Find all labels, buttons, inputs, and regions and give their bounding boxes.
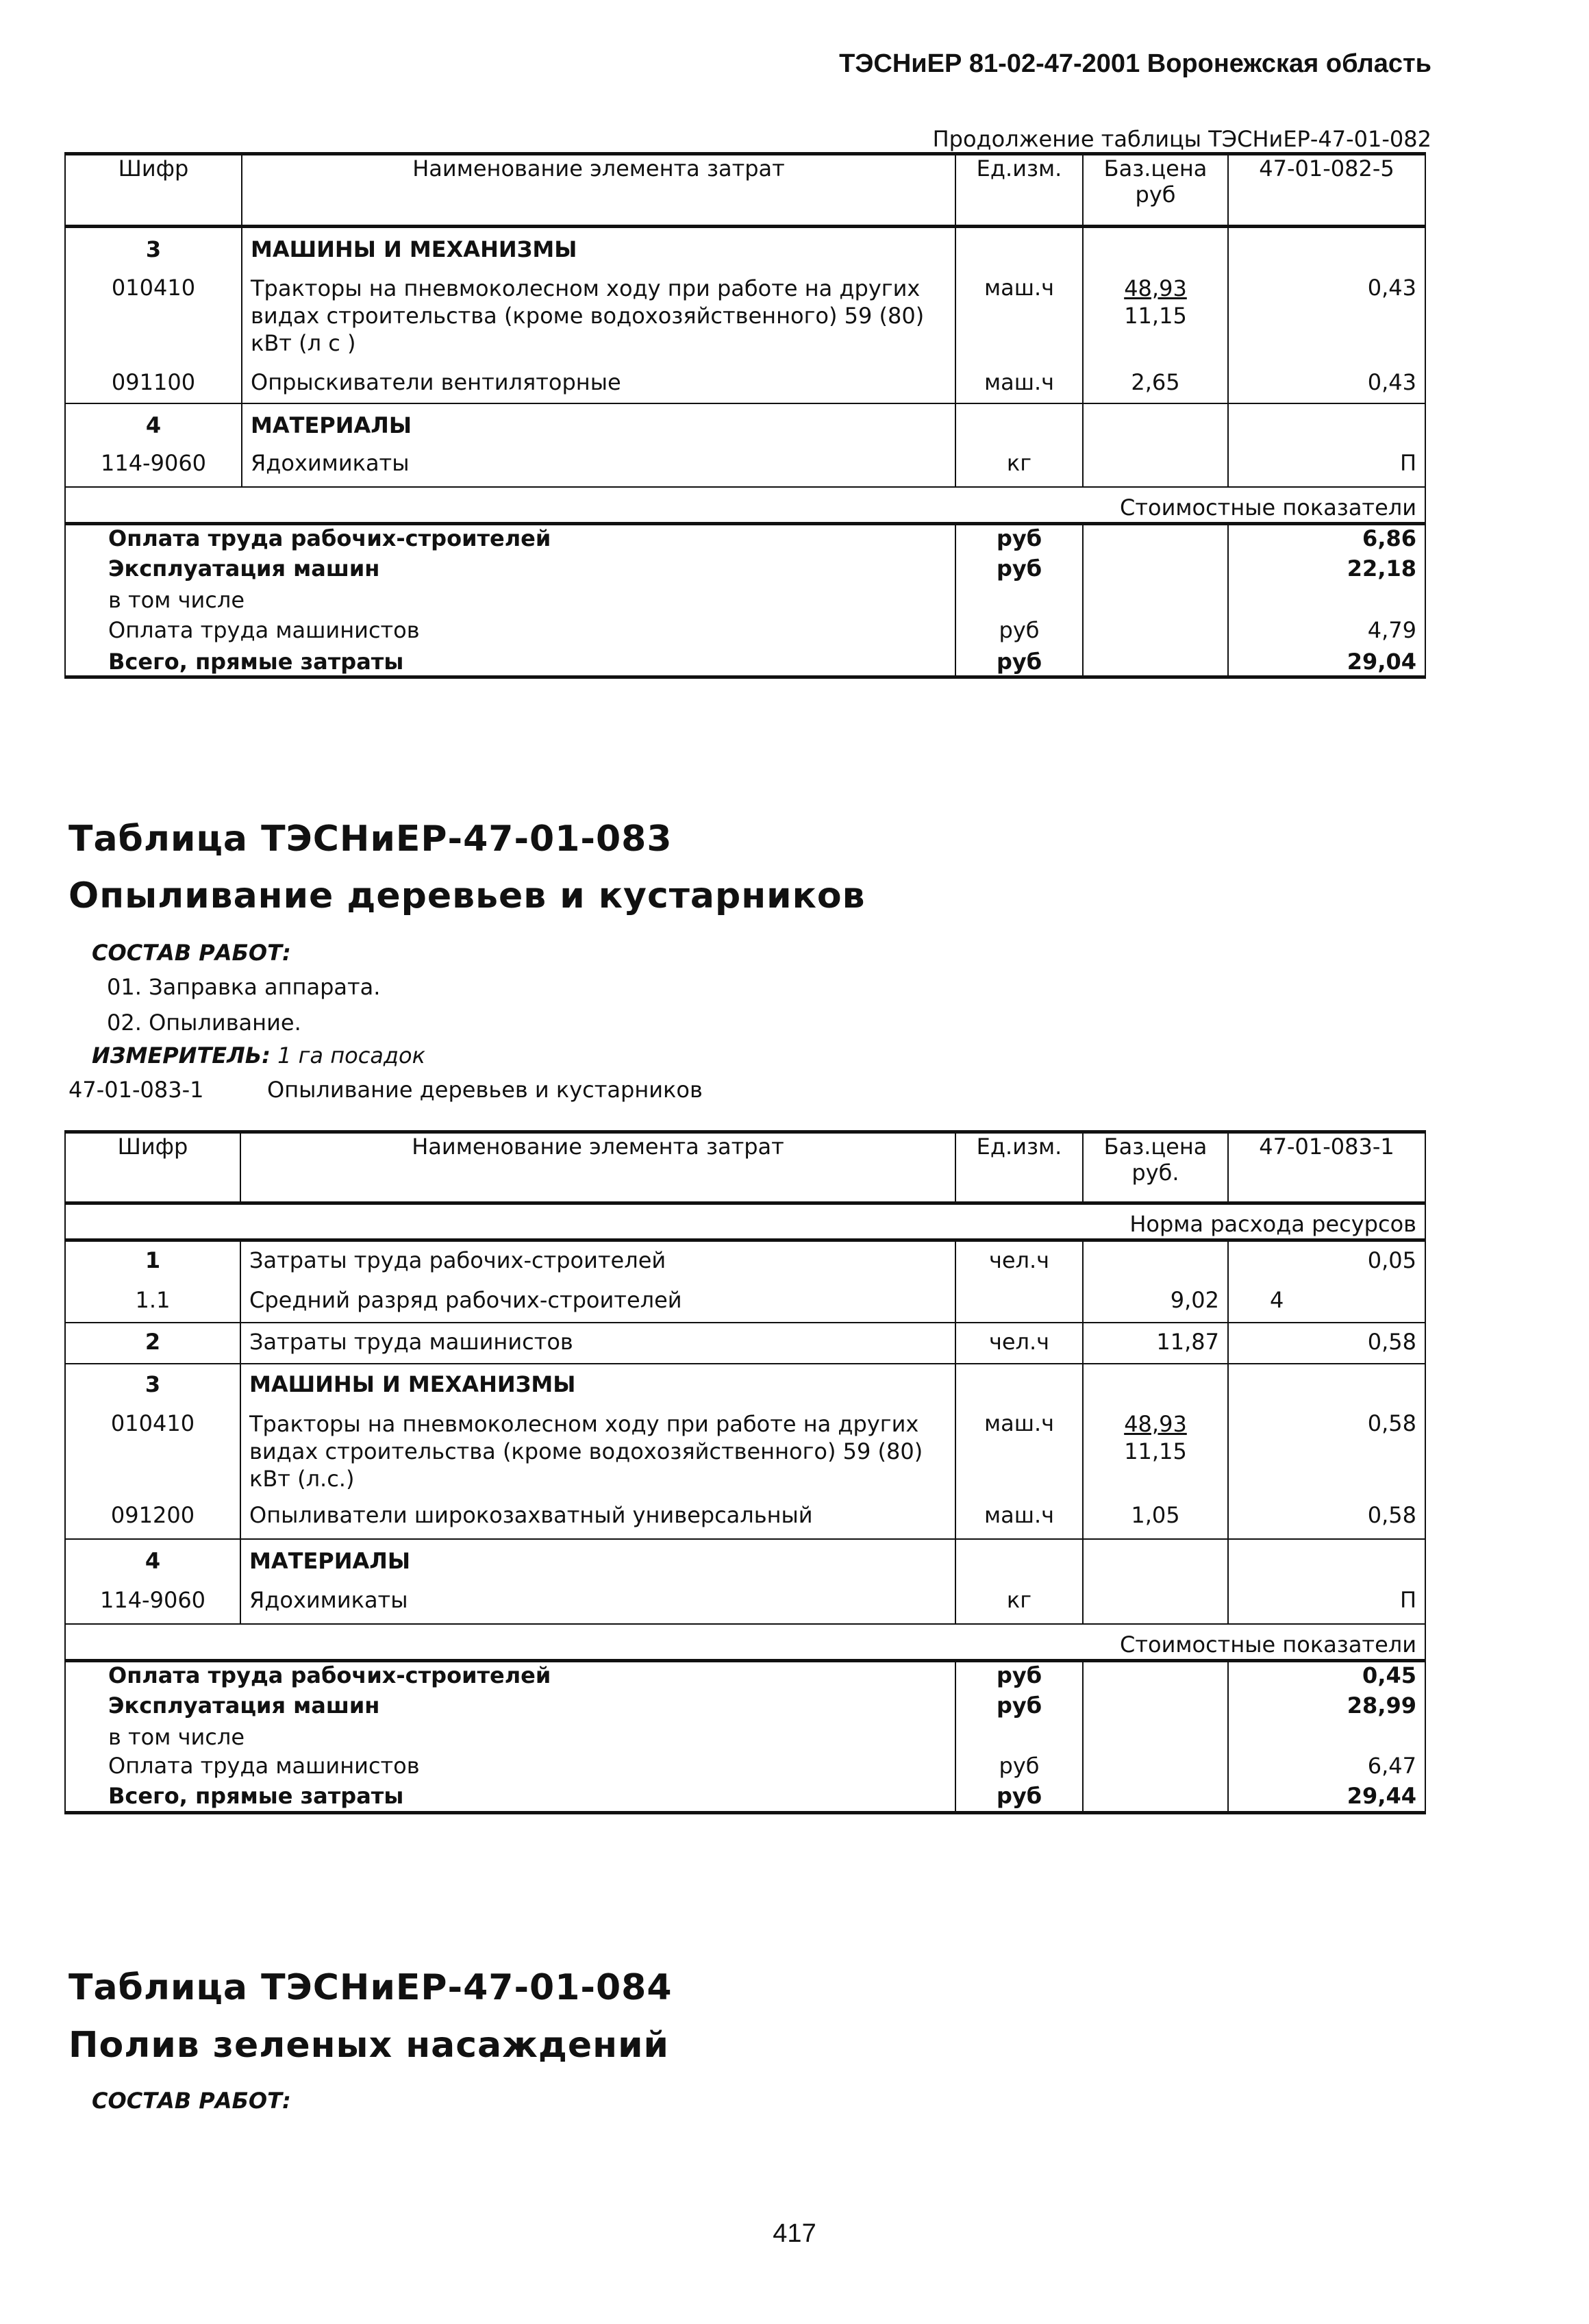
header-price: Баз.цена руб <box>1083 154 1228 227</box>
cost-unit: руб <box>955 649 1083 677</box>
header-price: Баз.цена руб. <box>1083 1132 1228 1203</box>
cost-label: Стоимостные показатели <box>65 487 1425 524</box>
row-price <box>1083 1364 1228 1406</box>
cost-value: 22,18 <box>1228 555 1425 587</box>
work-item: 02. Опыливание. <box>107 1010 301 1036</box>
row-name: Ядохимикаты <box>240 1582 955 1624</box>
row-name: Ядохимикаты <box>242 445 955 487</box>
cost-unit: руб <box>955 524 1083 555</box>
section-083-subtitle: Опыливание деревьев и кустарников <box>68 875 866 916</box>
cost-empty <box>1083 1783 1228 1813</box>
row-norm: 0,43 <box>1228 271 1425 364</box>
row-code: 091200 <box>65 1499 240 1539</box>
row-unit: маш.ч <box>955 1499 1083 1539</box>
row-code: 4 <box>65 1539 240 1582</box>
cost-name: Оплата труда машинистов <box>65 1753 955 1783</box>
row-price <box>1083 1240 1228 1282</box>
row-price: 1,05 <box>1083 1499 1228 1539</box>
row-name: МАТЕРИАЛЫ <box>242 403 955 445</box>
cost-unit: руб <box>955 1753 1083 1783</box>
cost-name: Всего, прямые затраты <box>65 649 955 677</box>
header-unit: Ед.изм. <box>955 1132 1083 1203</box>
row-norm: 0,43 <box>1228 364 1425 403</box>
page-number: 417 <box>773 2219 816 2248</box>
header-name: Наименование элемента затрат <box>242 154 955 227</box>
price-base: 48,93 <box>1124 275 1187 301</box>
cost-value: 6,86 <box>1228 524 1425 555</box>
row-code: 1 <box>65 1240 240 1282</box>
cost-row <box>65 617 1425 649</box>
row-name: Затраты труда рабочих-строителей <box>240 1240 955 1282</box>
resource-table-082 <box>64 152 1426 679</box>
row-price: 9,02 <box>1083 1282 1228 1323</box>
row-price <box>1083 227 1228 271</box>
cost-empty <box>1083 617 1228 649</box>
cost-name: в том числе <box>65 1724 955 1753</box>
table-row <box>65 1539 1425 1582</box>
row-name: МАТЕРИАЛЫ <box>240 1539 955 1582</box>
row-name: Затраты труда машинистов <box>240 1323 955 1364</box>
table-row <box>65 227 1425 271</box>
cost-name: Оплата труда рабочих-строителей <box>65 1661 955 1692</box>
row-unit: маш.ч <box>955 1406 1083 1499</box>
row-code: 1.1 <box>65 1282 240 1323</box>
row-code: 010410 <box>65 1406 240 1499</box>
row-norm: П <box>1228 1582 1425 1624</box>
table-row <box>65 403 1425 445</box>
row-norm <box>1228 1539 1425 1582</box>
table-row <box>65 1582 1425 1624</box>
row-name: Опыливатели широкозахватный универсальный <box>240 1499 955 1539</box>
row-price: 11,87 <box>1083 1323 1228 1364</box>
cost-empty <box>1083 1692 1228 1724</box>
row-unit: маш.ч <box>955 364 1083 403</box>
row-norm <box>1228 1364 1425 1406</box>
row-norm: 0,58 <box>1228 1406 1425 1499</box>
row-price <box>1083 1539 1228 1582</box>
work-item: 01. Заправка аппарата. <box>107 974 381 1000</box>
works-label: СОСТАВ РАБОТ: <box>92 2088 291 2114</box>
row-norm: 0,05 <box>1228 1240 1425 1282</box>
row-unit: кг <box>955 1582 1083 1624</box>
row-unit <box>955 227 1083 271</box>
cost-empty <box>1083 555 1228 587</box>
row-code: 091100 <box>65 364 242 403</box>
header-name: Наименование элемента затрат <box>240 1132 955 1203</box>
row-unit: чел.ч <box>955 1240 1083 1282</box>
row-name: Тракторы на пневмоколесном ходу при работе на других видах строительства (кроме водохозяйственного) 59 (80) кВт (л с ) <box>242 271 955 364</box>
cost-value: 29,04 <box>1228 649 1425 677</box>
cost-row <box>65 524 1425 555</box>
cost-value: 0,45 <box>1228 1661 1425 1692</box>
cost-name: Оплата труда рабочих-строителей <box>65 524 955 555</box>
row-name: МАШИНЫ И МЕХАНИЗМЫ <box>240 1364 955 1406</box>
price-wage: 11,15 <box>1124 302 1187 329</box>
cost-row <box>65 1661 1425 1692</box>
table-header-row <box>65 1132 1425 1203</box>
cost-empty <box>1083 524 1228 555</box>
row-unit: кг <box>955 445 1083 487</box>
section-084-subtitle: Полив зеленых насаждений <box>68 2025 669 2066</box>
table-row <box>65 445 1425 487</box>
cost-value: 29,44 <box>1228 1783 1425 1813</box>
row-unit <box>955 1282 1083 1323</box>
section-083-title: Таблица ТЭСНиЕР-47-01-083 <box>68 819 673 860</box>
cost-empty <box>1083 587 1228 617</box>
cost-name: Эксплуатация машин <box>65 1692 955 1724</box>
row-price <box>1083 1406 1228 1499</box>
document-header: ТЭСНиЕР 81-02-47-2001 Воронежская область <box>839 49 1431 78</box>
cost-name: Оплата труда машинистов <box>65 617 955 649</box>
table-row <box>65 1499 1425 1539</box>
row-name: Тракторы на пневмоколесном ходу при работе на других видах строительства (кроме водохозяйственного) 59 (80) кВт (л.с.) <box>240 1406 955 1499</box>
row-price <box>1083 445 1228 487</box>
row-code: 3 <box>65 1364 240 1406</box>
row-price <box>1083 1582 1228 1624</box>
norm-label-row <box>65 1203 1425 1240</box>
cost-empty <box>1083 1661 1228 1692</box>
row-code: 114-9060 <box>65 1582 240 1624</box>
header-code: Шифр <box>65 1132 240 1203</box>
row-norm: П <box>1228 445 1425 487</box>
table-row <box>65 364 1425 403</box>
row-code: 4 <box>65 403 242 445</box>
cost-unit: руб <box>955 1783 1083 1813</box>
table-row <box>65 1364 1425 1406</box>
header-unit: Ед.изм. <box>955 154 1083 227</box>
cost-value <box>1228 587 1425 617</box>
cost-unit: руб <box>955 1692 1083 1724</box>
cost-unit: руб <box>955 617 1083 649</box>
cost-row <box>65 1692 1425 1724</box>
cost-label-row <box>65 487 1425 524</box>
cost-label-row <box>65 1624 1425 1661</box>
cost-name: в том числе <box>65 587 955 617</box>
cost-empty <box>1083 1753 1228 1783</box>
row-norm: 0,58 <box>1228 1323 1425 1364</box>
cost-value: 28,99 <box>1228 1692 1425 1724</box>
item-code: 47-01-083-1 <box>68 1077 204 1103</box>
cost-row <box>65 555 1425 587</box>
measure-label: ИЗМЕРИТЕЛЬ: <box>92 1042 271 1069</box>
cost-unit: руб <box>955 555 1083 587</box>
row-code: 114-9060 <box>65 445 242 487</box>
works-label: СОСТАВ РАБОТ: <box>92 940 291 966</box>
cost-unit <box>955 587 1083 617</box>
cost-unit: руб <box>955 1661 1083 1692</box>
row-code: 2 <box>65 1323 240 1364</box>
cost-value <box>1228 1724 1425 1753</box>
resource-table-083 <box>64 1130 1426 1814</box>
cost-value: 4,79 <box>1228 617 1425 649</box>
row-norm: 0,58 <box>1228 1499 1425 1539</box>
row-code: 3 <box>65 227 242 271</box>
header-norm: 47-01-082-5 <box>1228 154 1425 227</box>
cost-unit <box>955 1724 1083 1753</box>
table-continuation-caption: Продолжение таблицы ТЭСНиЕР-47-01-082 <box>932 126 1431 152</box>
measure-line <box>92 1042 425 1069</box>
cost-empty <box>1083 1724 1228 1753</box>
cost-row <box>65 587 1425 617</box>
table-row <box>65 1406 1425 1499</box>
price-base: 48,93 <box>1124 1410 1187 1437</box>
cost-row <box>65 1753 1425 1783</box>
cost-row <box>65 1783 1425 1813</box>
table-header-row <box>65 154 1425 227</box>
row-price <box>1083 403 1228 445</box>
header-code: Шифр <box>65 154 242 227</box>
table-row <box>65 1323 1425 1364</box>
row-name: Опрыскиватели вентиляторные <box>242 364 955 403</box>
cost-empty <box>1083 649 1228 677</box>
table-row <box>65 271 1425 364</box>
section-084-title: Таблица ТЭСНиЕР-47-01-084 <box>68 1967 673 2008</box>
row-unit: маш.ч <box>955 271 1083 364</box>
cost-label: Стоимостные показатели <box>65 1624 1425 1661</box>
row-unit <box>955 403 1083 445</box>
item-name: Опыливание деревьев и кустарников <box>267 1077 703 1103</box>
row-price <box>1083 271 1228 364</box>
row-price: 2,65 <box>1083 364 1228 403</box>
cost-name: Эксплуатация машин <box>65 555 955 587</box>
row-norm <box>1228 227 1425 271</box>
row-name: Средний разряд рабочих-строителей <box>240 1282 955 1323</box>
cost-row <box>65 649 1425 677</box>
table-row <box>65 1240 1425 1282</box>
row-code: 010410 <box>65 271 242 364</box>
row-unit: чел.ч <box>955 1323 1083 1364</box>
cost-value: 6,47 <box>1228 1753 1425 1783</box>
measure-value: 1 га посадок <box>277 1042 425 1069</box>
row-name: МАШИНЫ И МЕХАНИЗМЫ <box>242 227 955 271</box>
header-norm: 47-01-083-1 <box>1228 1132 1425 1203</box>
row-unit <box>955 1539 1083 1582</box>
row-unit <box>955 1364 1083 1406</box>
cost-row <box>65 1724 1425 1753</box>
row-norm: 4 <box>1228 1282 1425 1323</box>
norm-label: Норма расхода ресурсов <box>65 1203 1425 1240</box>
row-norm <box>1228 403 1425 445</box>
table-row <box>65 1282 1425 1323</box>
cost-name: Всего, прямые затраты <box>65 1783 955 1813</box>
price-wage: 11,15 <box>1124 1438 1187 1464</box>
